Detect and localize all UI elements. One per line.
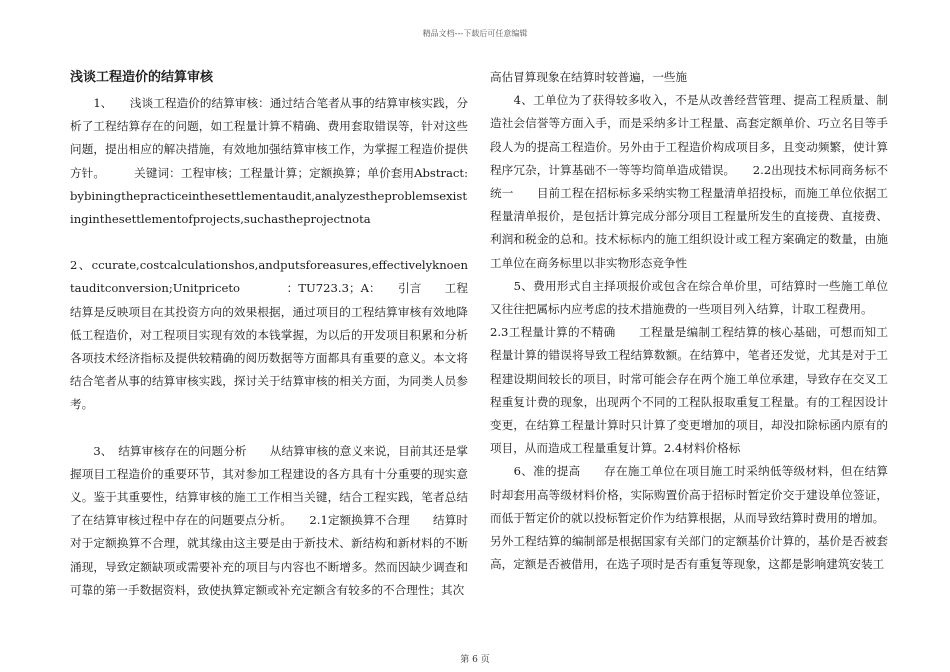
paragraph-1: 1、 浅谈工程造价的结算审核：通过结合笔者从事的结算审核实践，分析了工程结算存在的问题，如工程量计算不精确、费用套取错误等，针对这些问题，提出相应的解决措施，有效地加强结算审核工作，为掌握工程造价提供方针。 关键词：工程审核；工程量计算；定额换算；单价套用Abstract:bybiningthepracticeinthesettlementaudit,analyzestheproblemsexistinginthesettlementofprojects,suchastheprojectnota	[70, 96, 468, 227]
paragraph-5: 5、费用形式自主择项报价或包含在综合单价里，可结算时一些施工单位又往往把属标内应考虑的技术措施费的一些项目列入结算，计取工程费用。	[490, 278, 888, 317]
paragraph-4: 4、工单位为了获得较多收入，不是从改善经营管理、提高工程质量、制造社会信誉等方面入手，而是采纳多计工程量、高套定额单价、巧立名目等手段人为的提高工程造价。另外由于工程造价构成项目多，且变动频繁，使计算程序冗杂，计算基础不一等等均简单造成错误。 2.2出现技术标同商务标不统一 目前工程在招标标多采纳实物工程量清单招投标，而施工单位依据工程量清单报价，是包括计算完成分部分项目工程量所发生的直接费、直接费、利润和税金的总和。技术标标内的施工组织设计或工程方案确定的数量，由施工单位在商务标里以非实物形态竞争性	[490, 93, 888, 270]
paragraph-3: 3、 结算审核存在的问题分析 从结算审核的意义来说，目前其还是掌握项目工程造价的重要环节，其对参加工程建设的各方具有十分重要的现实意义。鉴于其重要性，结算审核的施工工作相当关键，结合工程实践，笔者总结了在结算审核过程中存在的问题要点分析。 2.1定额换算不合理 结算时对于定额换算不合理，就其缘由这主要是由于新技术、新结构和新材料的不断涌现，导致定额缺项或需要补充的项目与内容也不断增多。然而因缺少调查和可靠的第一手数据资料，致使执算定额或补充定额含有较多的不合理性；其次	[70, 443, 468, 597]
paragraph-continued: 高估冒算现象在结算时较普遍，一些施	[490, 70, 688, 84]
right-column	[490, 66, 888, 576]
spacer	[70, 231, 468, 254]
left-column	[70, 69, 468, 602]
page-header: 精品文档---下载后可任意编辑	[422, 29, 528, 38]
article-title: 浅谈工程造价的结算审核	[70, 70, 214, 85]
page-number: 第 6 页	[460, 655, 490, 665]
spacer	[70, 417, 468, 440]
paragraph-7: 另外工程结算的编制部是根据国家有关部门的定额基价计算的，基价是否被套高，定额是否被借用，在选子项时是否有重复等现象，这都是影响建筑安装工	[490, 534, 888, 572]
paragraph-section-2-3: 2.3工程量计算的不精确 工程量是编制工程结算的核心基础，可想而知工程量计算的错误将导致工程结算数额。在结算中，笔者还发觉，尤其是对于工程建设期间较长的项目，时常可能会存在两个施工单位承建，导致存在交叉工程重复计费的现象，出现两个不同的工程队报取重复工程量。有的工程因设计变更，在结算工程量计算时只计算了变更增加的项目，却没扣除标函内原有的项目，从而造成工程量重复计算。2.4材料价格标	[490, 325, 888, 456]
paragraph-6: 6、准的提高 存在施工单位在项目施工时采纳低等级材料，但在结算时却套用高等级材料价格，实际购置价高于招标时暂定价交于建设单位签证，而低于暂定价的就以投标暂定价作为结算根据，从而导致结算时费用的增加。	[490, 464, 888, 525]
paragraph-2: 2、ccurate,costcalculationshos,andputsforeasures,effectivelyknoentauditconversion;Unitpriceto ：TU723.3；A： 引言 工程结算是反映项目在其投资方向的效果根据，通过项目的工程结算审核有效地降低工程造价，对工程项目实现有效的本钱掌握，为以后的开发项目积累和分析各项技术经济指标及提供较精确的阅历数据等方面都具有重要的意义。本文将结合笔者从事的结算审核实践，探讨关于结算审核的相关方面，为同类人员参考。	[70, 258, 468, 412]
